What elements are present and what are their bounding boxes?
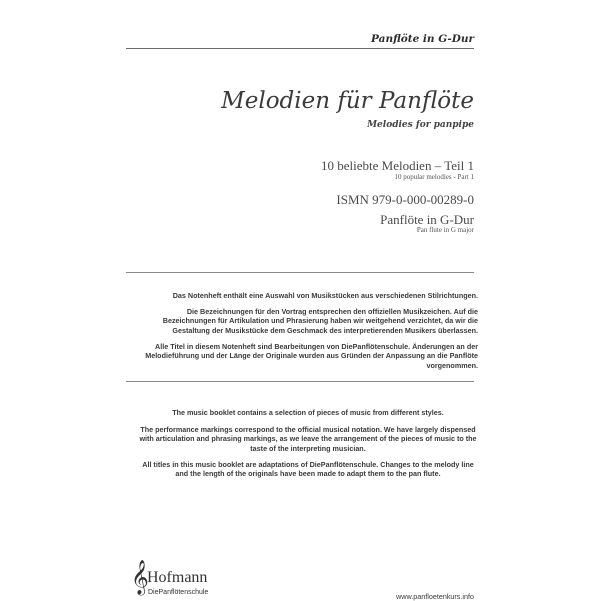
instrument-de: Panflöte in G-Dur — [380, 212, 474, 227]
page-title: Melodien für Panflöte — [221, 88, 474, 114]
german-paragraph-1: Das Notenheft enthält eine Auswahl von Musikstücken aus verschiedenen Stilrichtungen. — [172, 291, 478, 300]
logo-subtitle: DiePanflötenschule — [148, 589, 209, 596]
instrument-en: Pan flute in G major — [416, 226, 474, 234]
treble-clef-icon: 𝄞 — [131, 560, 149, 595]
english-paragraph-3: All titles in this music booklet are adaptations of DiePanflötenschule. Changes to the melody line and the length of the originals have been made to adapt them to the pan flute. — [142, 460, 474, 479]
website-link[interactable]: www.panfloetenkurs.info — [396, 592, 474, 601]
series-title-en: 10 popular melodies - Part 1 — [394, 173, 474, 181]
header-rule — [126, 48, 474, 49]
english-paragraph-2: The performance markings correspond to the official musical notation. We have largely dispensed with articulation and phrasing markings, as we leave the arrangement of the pieces of music to the taste of the interpreting musician. — [139, 425, 477, 453]
german-paragraph-3: Alle Titel in diesem Notenheft sind Bearbeitungen von DiePanflötenschule. Änderungen an der Melodieführung und der Länge der Originale wurden aus Gründen der Anpassung an die Panflöte vorgenommen. — [145, 342, 478, 370]
logo-name: Hofmann — [147, 569, 208, 586]
section-rule-middle — [126, 381, 474, 382]
series-title-de: 10 beliebte Melodien – Teil 1 — [320, 158, 474, 173]
german-paragraph-2: Die Bezeichnungen für den Vortrag entsprechen den offiziellen Musikzeichen. Auf die Bezeichnungen für Artikulation und Phrasierung haben wir weitgehend verzichtet, da wir die Gestaltung der Musikstücke dem Geschmack des interpretierenden Musikers überlassen. — [162, 307, 478, 335]
english-paragraph-1: The music booklet contains a selection of pieces of music from different styles. — [172, 408, 444, 417]
ismn-number: ISMN 979-0-000-00289-0 — [336, 192, 474, 207]
running-header-title: Panflöte in G-Dur — [371, 33, 474, 45]
section-rule-top — [126, 272, 474, 273]
page-subtitle: Melodies for panpipe — [367, 120, 474, 130]
